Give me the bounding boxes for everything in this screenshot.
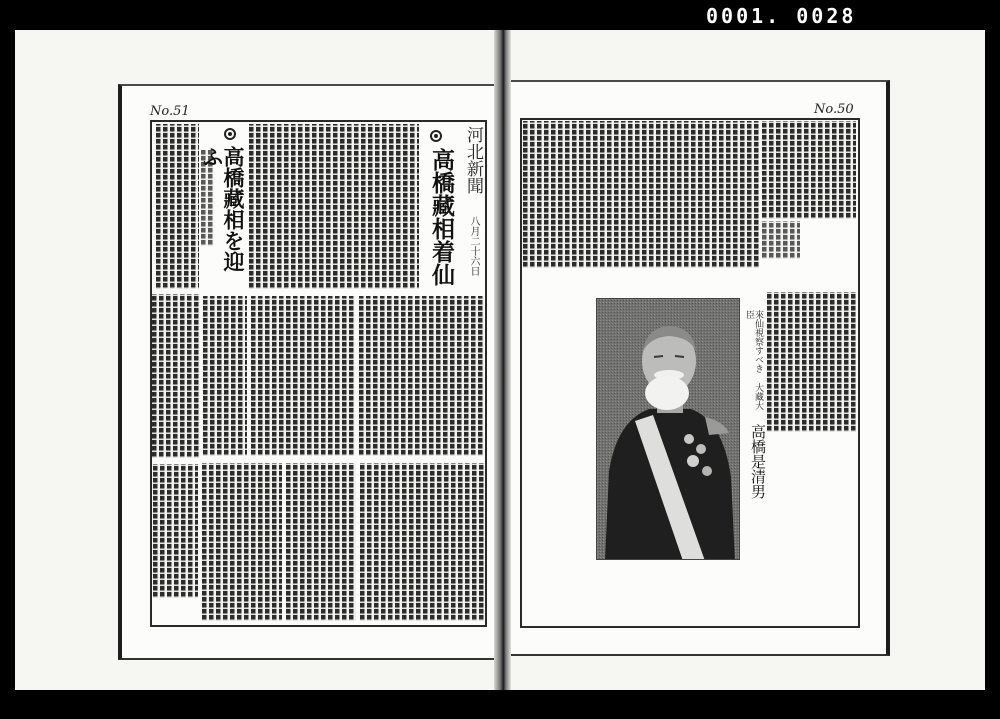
right-page-number: No.50: [814, 102, 854, 117]
film-frame-number: 0001. 0028: [706, 4, 857, 28]
portrait-medal: [702, 466, 712, 476]
portrait-beard: [645, 376, 689, 410]
portrait-eye: [654, 356, 663, 357]
article-body-text: [156, 124, 199, 289]
book-gutter: [494, 30, 511, 690]
handwritten-date: 八月二十六日: [468, 216, 479, 276]
article-body-text: [152, 294, 200, 458]
portrait-medal: [687, 455, 699, 467]
article-body-text: [286, 463, 356, 621]
article-body-text: [360, 463, 484, 621]
headline-bullet-icon: [224, 128, 236, 140]
article-body-text: [523, 121, 759, 268]
headline-bullet-icon: [430, 130, 442, 142]
article-body-text: [202, 463, 282, 621]
portrait-photo: [596, 298, 740, 560]
left-page-number: No.51: [150, 104, 190, 119]
photo-caption-note: 來仙視察すべき 大藏大臣: [744, 310, 763, 410]
portrait-photo-svg: [597, 299, 740, 560]
headline-welcome: 高橋藏相を迎ふ: [200, 146, 246, 272]
article-body-text: [249, 124, 419, 289]
portrait-eye: [675, 356, 684, 357]
article-body-text: [359, 296, 484, 456]
portrait-medal: [696, 444, 706, 454]
article-body-text: [762, 221, 800, 259]
article-body-text: [767, 292, 856, 432]
headline-arrival: 高橋藏相着仙: [428, 148, 455, 286]
portrait-medal: [684, 434, 694, 444]
article-body-text: [203, 296, 247, 456]
handwritten-newspaper-name: 河北新聞: [463, 126, 483, 194]
article-body-text: [251, 296, 355, 456]
photo-caption-name: 高橋是清男: [749, 424, 767, 499]
article-body-text: [762, 121, 856, 219]
article-body-text: [153, 464, 198, 598]
